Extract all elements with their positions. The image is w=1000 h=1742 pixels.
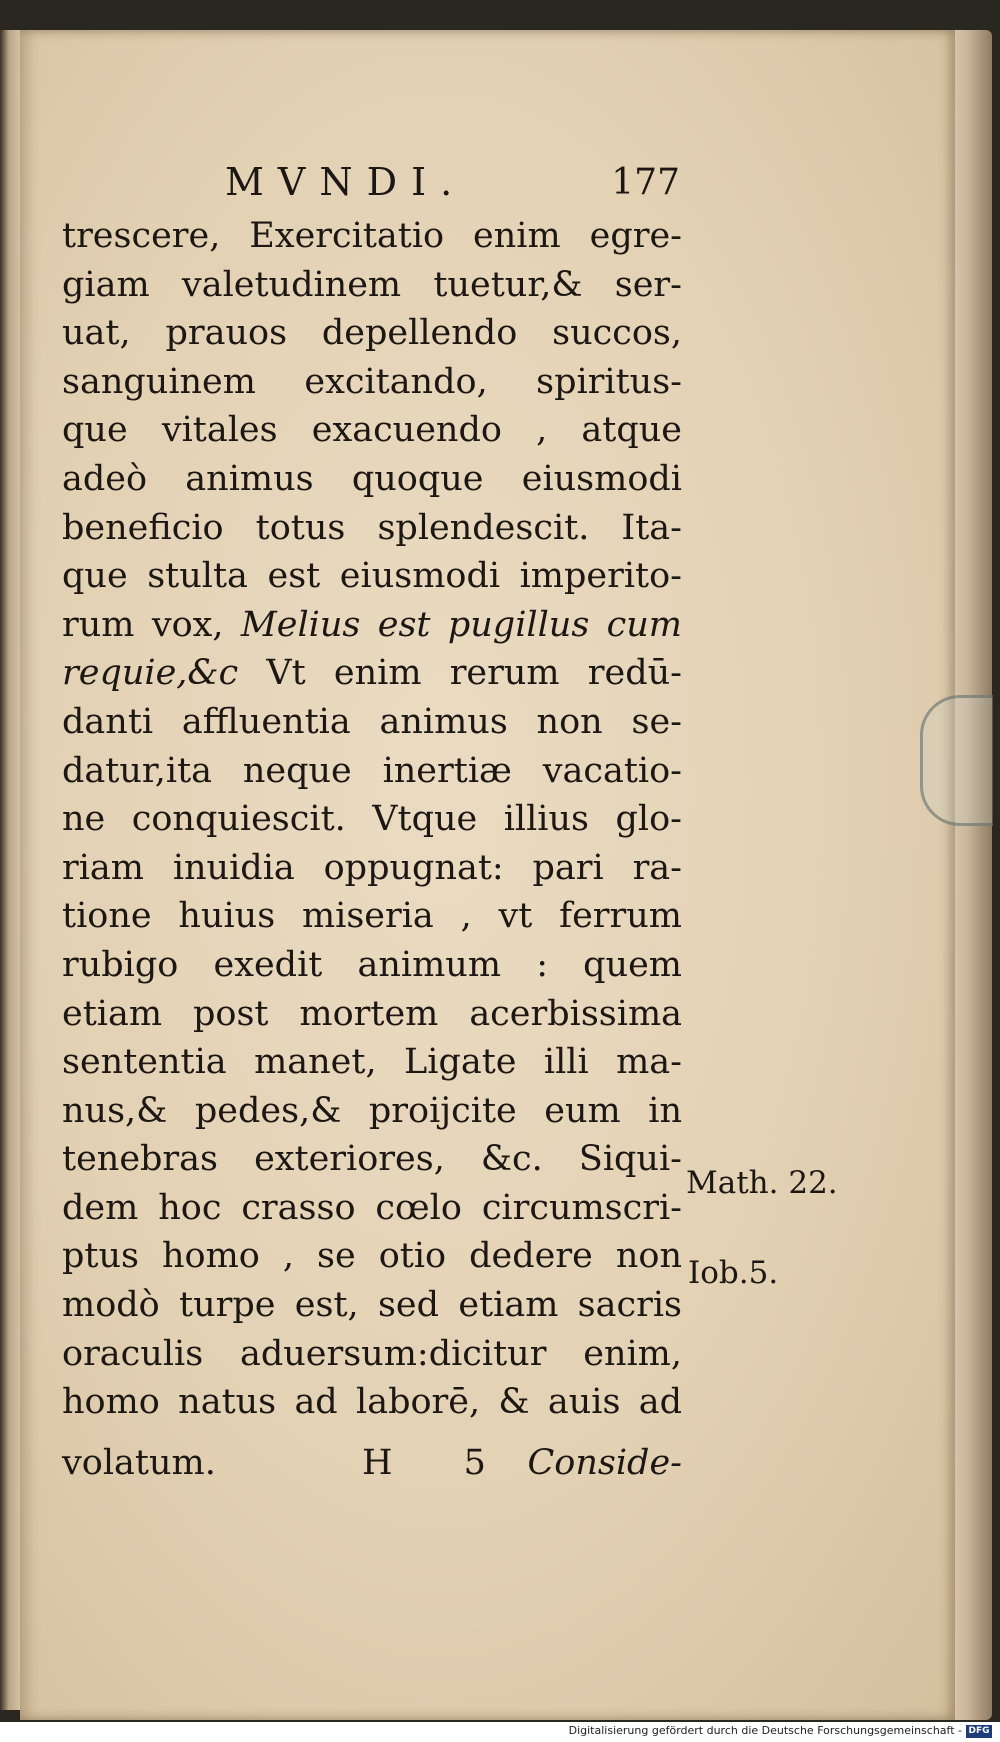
text-line: rubigo exedit animum : quem [62, 944, 682, 985]
body-text [62, 212, 682, 1427]
dfg-logo-icon: DFG [966, 1725, 992, 1738]
text-line-with-quote-end [62, 649, 682, 698]
text-line: riam inuidia oppugnat: pari ra- [62, 847, 682, 888]
text-line: nus,& pedes,& proijcite eum in [62, 1090, 682, 1131]
text-line: que vitales exacuendo , atque [62, 410, 682, 451]
text-line: tenebras exteriores, &c. Siqui- [62, 1139, 682, 1180]
marginal-note: Math. 22. [686, 1165, 838, 1201]
funding-credit: Digitalisierung gefördert durch die Deutsche Forschungsgemeinschaft - [568, 1724, 962, 1737]
text-line: datur,ita neque inertiæ vacatio- [62, 750, 682, 791]
text-segment: Vt enim rerum redū- [266, 653, 682, 694]
running-head [60, 160, 680, 215]
page-number: 177 [611, 162, 680, 203]
text-line: etiam post mortem acerbissima [62, 993, 682, 1034]
page-clip [920, 695, 993, 826]
final-word: volatum. [62, 1443, 216, 1483]
italic-quote-end: requie,&c [62, 653, 239, 694]
text-line: sententia manet, Ligate illi ma- [62, 1042, 682, 1083]
catchword: Conside- [527, 1443, 682, 1483]
text-line: oraculis aduersum:dicitur enim, [62, 1333, 682, 1374]
text-line: tione huius miseria , vt ferrum [62, 896, 682, 937]
text-line: trescere, Exercitatio enim egre- [62, 216, 682, 256]
signature-line [62, 1443, 682, 1493]
text-line: danti affluentia animus non se- [62, 701, 682, 742]
text-segment: rum vox, [62, 604, 224, 645]
digitization-footer [0, 1722, 1000, 1742]
marginal-note: Iob.5. [688, 1255, 779, 1291]
text-line: que stulta est eiusmodi imperito- [62, 556, 682, 597]
italic-quote: Melius est pugillus cum [240, 604, 682, 645]
text-line: dem hoc crasso cœlo circumscri- [62, 1187, 682, 1228]
text-line: homo natus ad laborē, & auis ad [62, 1382, 682, 1423]
signature-mark: H 5 [362, 1443, 516, 1483]
adjacent-page-edge [0, 30, 22, 1710]
text-line: beneficio totus splendescit. Ita- [62, 507, 682, 548]
text-line: ptus homo , se otio dedere non [62, 1236, 682, 1277]
running-title: MVNDI. [225, 160, 467, 204]
text-line: sanguinem excitando, spiritus- [62, 361, 682, 402]
text-line: ne conquiescit. Vtque illius glo- [62, 799, 682, 840]
text-line: adeò animus quoque eiusmodi [62, 458, 682, 499]
text-line-with-quote [62, 601, 682, 650]
text-line: giam valetudinem tuetur,& ser- [62, 264, 682, 305]
text-line: uat, prauos depellendo succos, [62, 313, 682, 354]
text-line: modò turpe est, sed etiam sacris [62, 1285, 682, 1326]
